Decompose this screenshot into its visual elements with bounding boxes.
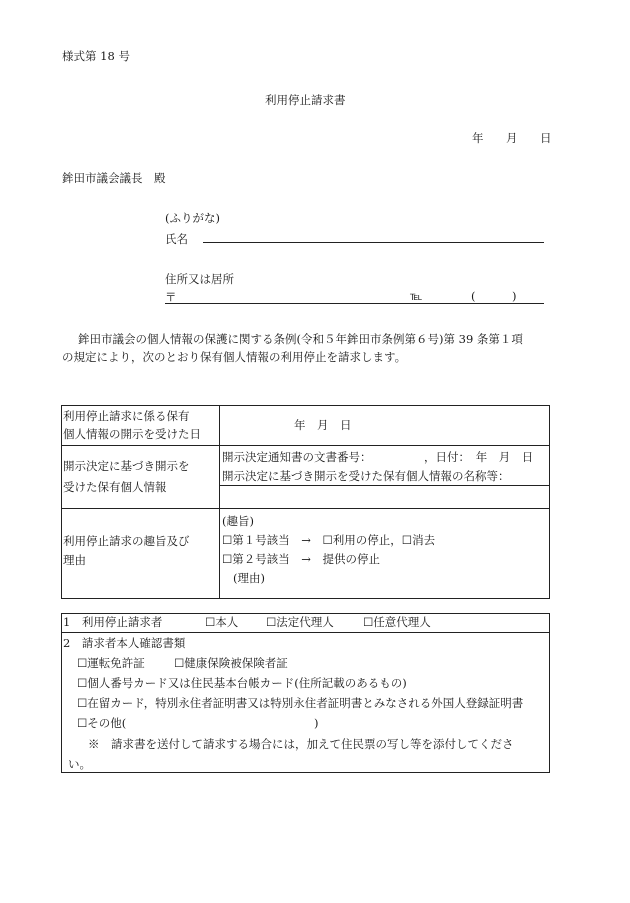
tel-mark: ℡ <box>410 289 423 303</box>
other-document-close-paren: ) <box>314 716 319 730</box>
address-field-line[interactable] <box>165 303 544 304</box>
requester-voluntary-agent-checkbox[interactable]: ☐任意代理人 <box>363 615 431 629</box>
body-line-1: 鉾田市議会の個人情報の保護に関する条例(令和５年鉾田市条例第６号)第 39 条第１項 <box>78 332 523 346</box>
name-field-line[interactable] <box>203 242 544 243</box>
id-documents-label: 2 請求者本人確認書類 <box>63 636 186 650</box>
document-number-label: 開示決定通知書の文書番号： <box>222 450 372 464</box>
table2-row-divider <box>61 632 550 633</box>
tel-paren-open: ( <box>471 289 476 303</box>
furigana-label: (ふりがな) <box>165 211 220 225</box>
address-label: 住所又は居所 <box>165 272 234 286</box>
my-number-card-checkbox[interactable]: ☐個人番号カード又は住民基本台帳カード(住所記載のあるもの) <box>77 676 407 690</box>
form-number: 様式第 18 号 <box>62 49 130 63</box>
page-title: 利用停止請求書 <box>265 93 346 107</box>
date-month: 月 <box>506 131 518 145</box>
info-name-label: 開示決定に基づき開示を受けた保有個人情報の名称等： <box>222 469 510 483</box>
mail-note-line-2: い。 <box>68 757 91 771</box>
body-line-2: の規定により，次のとおり保有個人情報の利用停止を請求します。 <box>62 350 407 364</box>
row2-label-line-2: 受けた保有個人情報 <box>63 480 167 494</box>
mail-note-line-1: ※ 請求書を送付して請求する場合には，加えて住民票の写し等を添付してくださ <box>88 737 514 751</box>
health-insurance-checkbox[interactable]: ☐健康保険被保険者証 <box>174 656 288 670</box>
name-label: 氏名 <box>165 232 188 246</box>
requester-self-checkbox[interactable]: ☐本人 <box>205 615 239 629</box>
other-document-checkbox[interactable]: ☐その他( <box>77 716 127 730</box>
date-year: 年 <box>472 131 484 145</box>
row1-label-line-1: 利用停止請求に係る保有 <box>63 409 190 423</box>
table1-row-divider-1 <box>61 445 550 446</box>
purpose-label: (趣旨) <box>222 514 254 528</box>
reason-label: (理由) <box>233 571 265 585</box>
option-item-2[interactable]: ☐第２号該当 → 提供の停止 <box>222 552 380 566</box>
date-day: 日 <box>540 131 552 145</box>
row1-label-line-2: 個人情報の開示を受けた日 <box>63 427 201 441</box>
disclosure-date-field[interactable]: 年 月 日 <box>294 418 352 432</box>
requester-legal-agent-checkbox[interactable]: ☐法定代理人 <box>266 615 334 629</box>
table1-column-divider <box>219 405 220 599</box>
addressee: 鉾田市議会議長 殿 <box>62 171 166 185</box>
document-date-label: ，日付： 年 月 日 <box>424 450 534 464</box>
drivers-license-checkbox[interactable]: ☐運転免許証 <box>77 656 145 670</box>
row3-label-line-2: 理由 <box>63 553 86 567</box>
tel-paren-close: ) <box>512 289 517 303</box>
row3-label-line-1: 利用停止請求の趣旨及び <box>63 534 190 548</box>
table1-row-divider-2 <box>61 508 550 509</box>
row2-label-line-1: 開示決定に基づき開示を <box>63 459 190 473</box>
option-item-1[interactable]: ☐第１号該当 → ☐利用の停止，☐消去 <box>222 533 436 547</box>
requester-type-label: 1 利用停止請求者 <box>63 615 163 629</box>
postal-mark: 〒 <box>165 290 177 304</box>
residence-card-checkbox[interactable]: ☐在留カード，特別永住者証明書又は特別永住者証明書とみなされる外国人登録証明書 <box>77 696 524 710</box>
